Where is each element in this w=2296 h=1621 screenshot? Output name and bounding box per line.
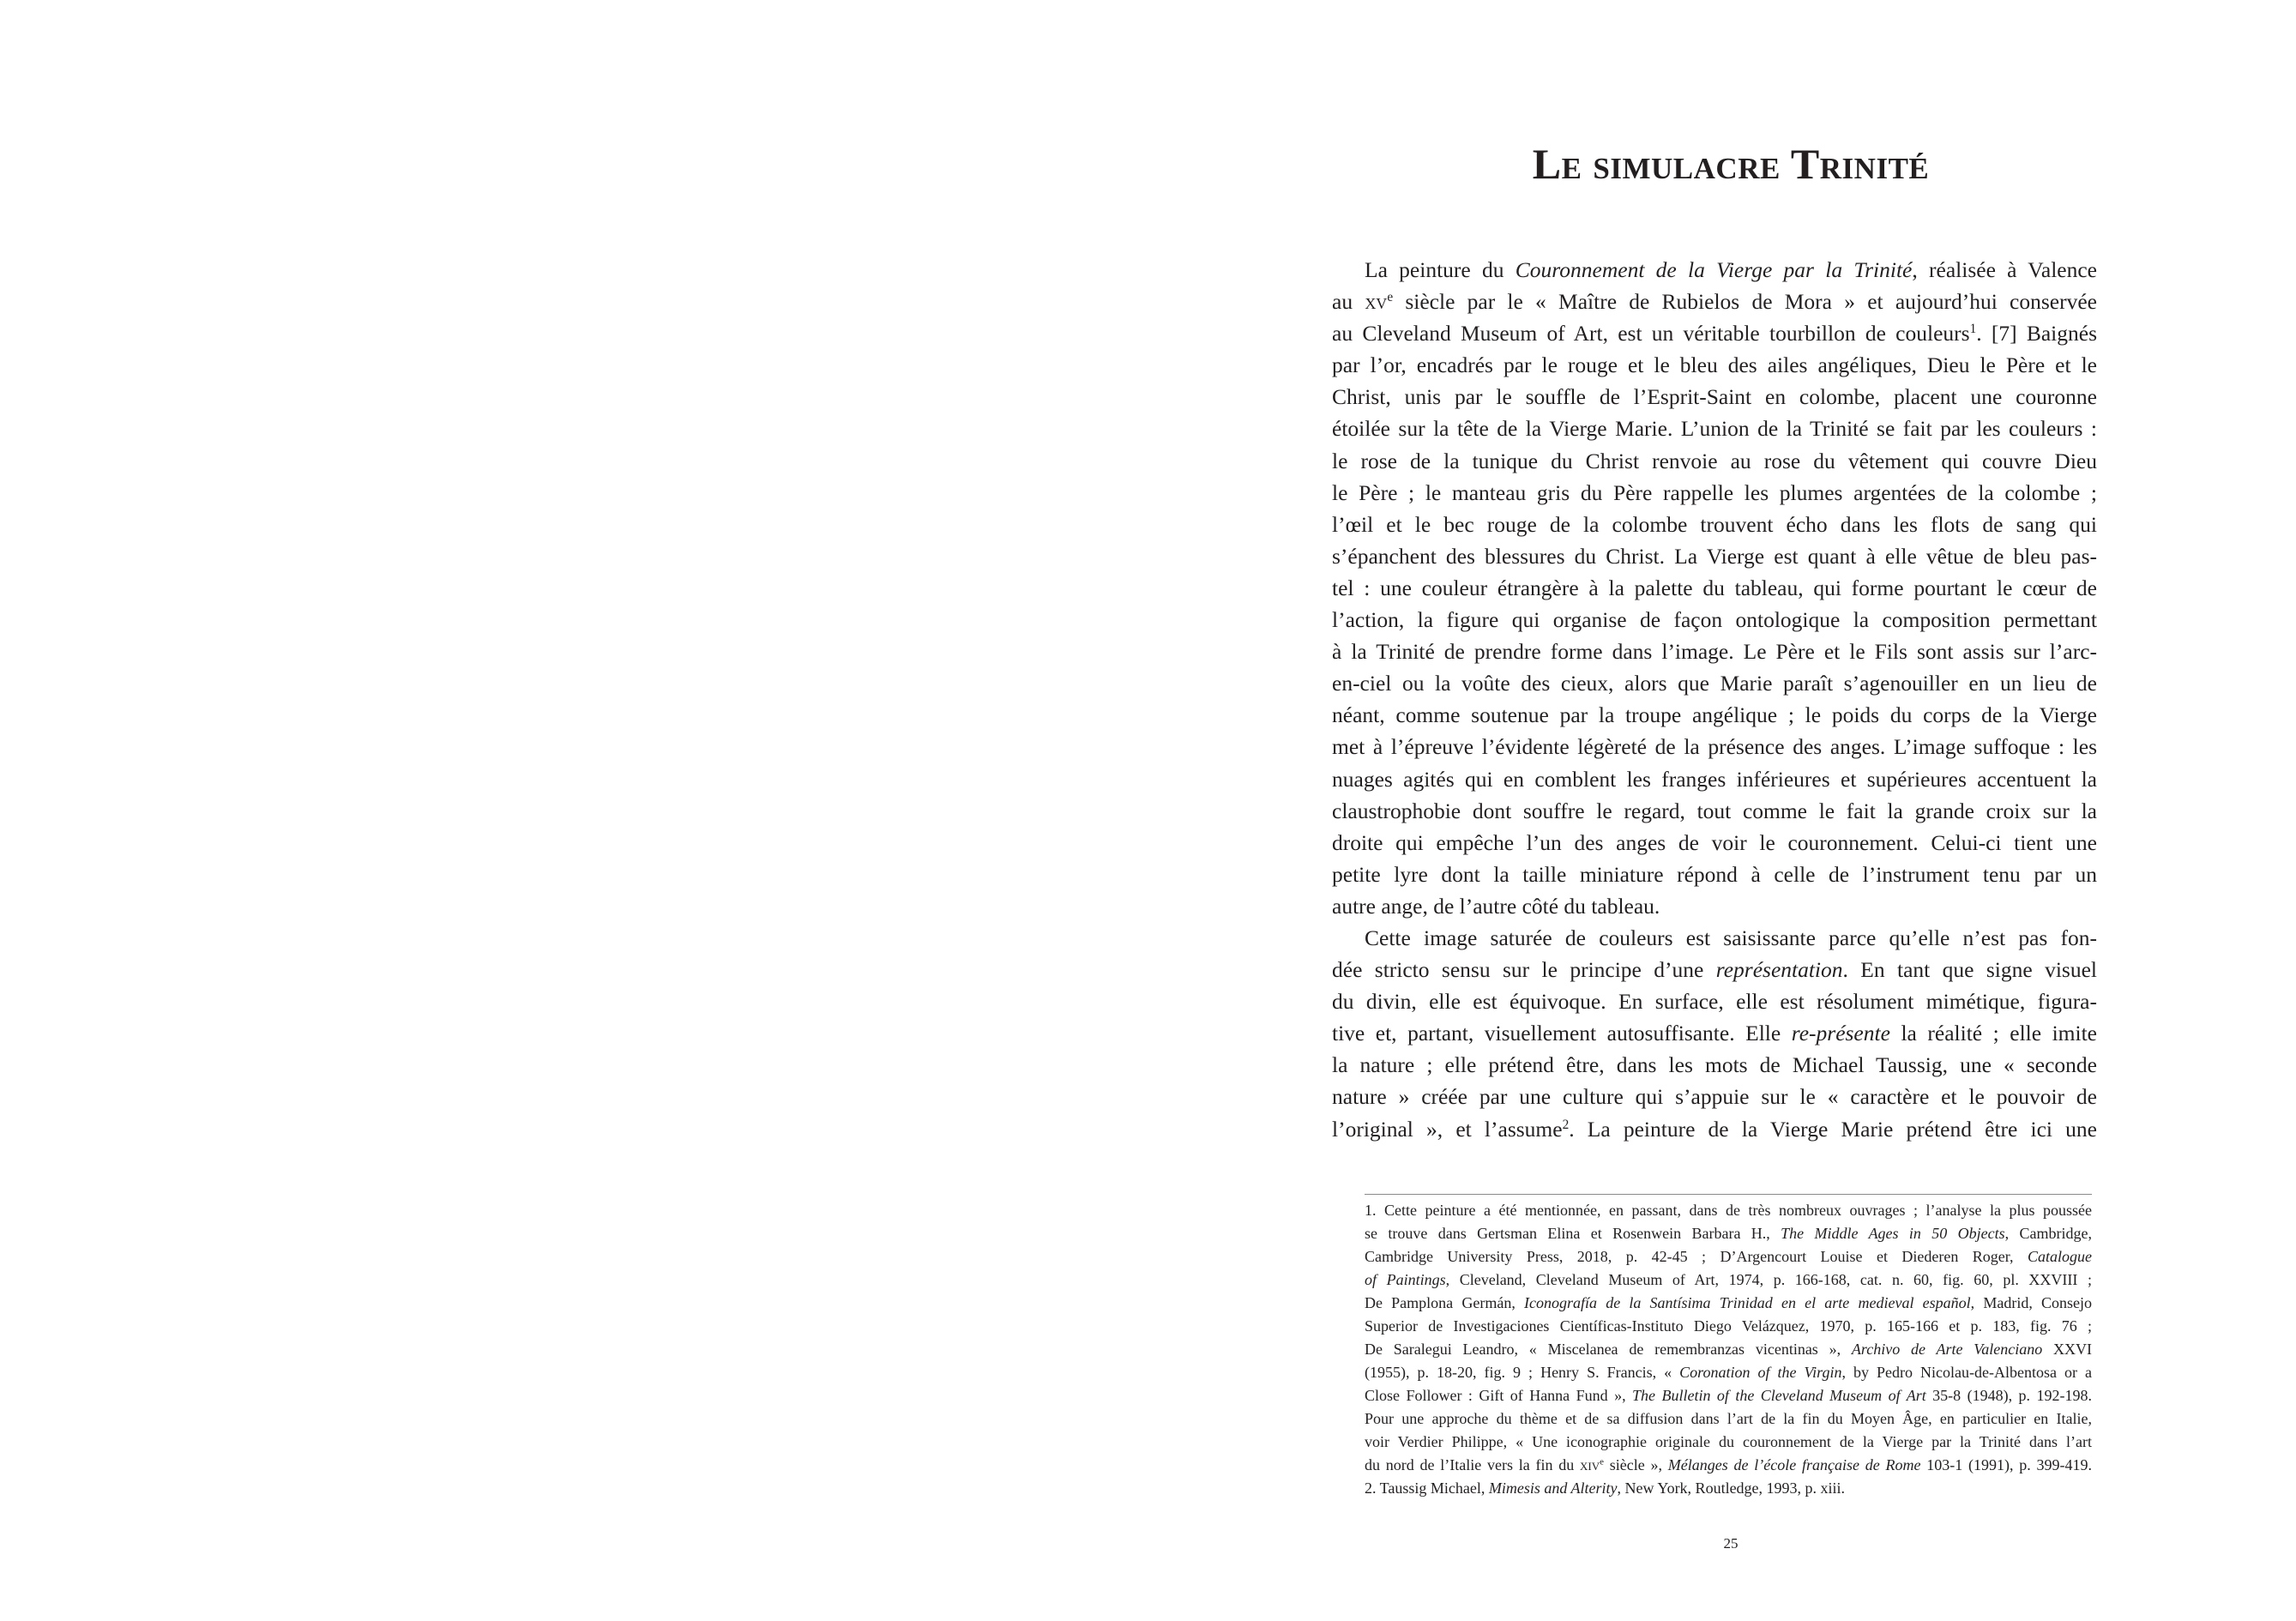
text-line xyxy=(1332,286,2097,317)
text-segment: petite lyre dont la taille miniature répond à celle de l’instrument tenu par un xyxy=(1332,861,2097,887)
text-line xyxy=(1332,540,2097,572)
text-line xyxy=(1332,636,2097,667)
text-line xyxy=(1332,667,2097,699)
text-line xyxy=(1332,509,2097,540)
text-line xyxy=(1332,859,2097,890)
text-segment: Superior de Investigaciones Científicas-Instituto Diego Velázquez, 1970, p. 165-166 et p. 183, fig. 76 ; xyxy=(1365,1317,2092,1335)
text-line xyxy=(1332,795,2097,827)
text-segment: néant, comme soutenue par la troupe angélique ; le poids du corps de la Vierge xyxy=(1332,702,2097,728)
text-segment: . La peinture de la Vierge Marie prétend être ici une xyxy=(1569,1116,2097,1142)
text-segment: tive et, partant, visuellement autosuffisante. Elle xyxy=(1332,1021,1792,1046)
text-segment: De Pamplona Germán, xyxy=(1365,1294,1525,1311)
text-segment: 2. Taussig Michael, xyxy=(1365,1479,1489,1497)
text-segment: l’œil et le bec rouge de la colombe trouvent écho dans les flots de sang qui xyxy=(1332,511,2097,537)
text-line xyxy=(1332,477,2097,509)
text-segment: tel : une couleur étrangère à la palette du tableau, qui forme pourtant le cœur de xyxy=(1332,575,2097,600)
text-segment: autre ange, de l’autre côté du tableau. xyxy=(1332,893,1660,919)
text-segment: dée stricto sensu sur le principe d’une xyxy=(1332,957,1716,983)
footnote-line xyxy=(1365,1361,2092,1384)
text-segment: voir Verdier Philippe, « Une iconographie originale du couronnement de la Vierge par la Trinité dans l’art xyxy=(1365,1433,2092,1450)
page-number: 25 xyxy=(1723,1535,1739,1552)
text-segment: Cette image saturée de couleurs est saisissante parce qu’elle n’est pas fon- xyxy=(1365,925,2097,950)
footnote-line xyxy=(1365,1292,2092,1315)
text-line xyxy=(1332,954,2097,985)
text-segment: siècle par le « Maître de Rubielos de Mora » et aujourd’hui conservée xyxy=(1393,289,2097,315)
text-segment: nuages agités qui en comblent les franges inférieures et supérieures accentuent la xyxy=(1332,766,2097,792)
text-segment: Iconografía de la Santísima Trinidad en el arte medieval español xyxy=(1524,1294,1971,1311)
footnote-line xyxy=(1365,1454,2092,1477)
text-segment: of Paintings xyxy=(1365,1271,1446,1288)
text-segment: Christ, unis par le souffle de l’Esprit-Saint en colombe, placent une couronne xyxy=(1332,384,2097,410)
text-segment: nature » créée par une culture qui s’appuie sur le « caractère et le pouvoir de xyxy=(1332,1084,2097,1110)
text-segment: 35-8 (1948), p. 192-198. xyxy=(1925,1387,2092,1404)
chapter-title: Le simulacre Trinité xyxy=(1532,139,1930,188)
text-segment: au xyxy=(1332,289,1365,315)
footnote-line xyxy=(1365,1477,2092,1500)
text-line xyxy=(1332,731,2097,762)
footnote-line xyxy=(1365,1315,2092,1338)
text-segment: The Middle Ages in 50 Objects xyxy=(1781,1225,2005,1242)
text-segment: Mimesis and Alterity xyxy=(1488,1479,1618,1497)
text-segment: le rose de la tunique du Christ renvoie au rose du vêtement qui couvre Dieu xyxy=(1332,448,2097,473)
text-line xyxy=(1332,985,2097,1017)
footnote-line xyxy=(1365,1222,2092,1245)
text-segment: Close Follower : Gift of Hanna Fund », xyxy=(1365,1387,1633,1404)
text-segment: l’original », et l’assume xyxy=(1332,1116,1563,1142)
text-segment: , réalisée à Valence xyxy=(1912,257,2097,282)
text-line xyxy=(1332,827,2097,859)
text-segment: 1. Cette peinture a été mentionnée, en passant, dans de très nombreux ouvrages ; l’analyse la plus poussée xyxy=(1365,1202,2092,1219)
text-segment: s’épanchent des blessures du Christ. La Vierge est quant à elle vêtue de bleu pas- xyxy=(1332,543,2097,569)
superscript: e xyxy=(1600,1456,1604,1467)
text-segment: 103-1 (1991), p. 399-419. xyxy=(1920,1456,2092,1473)
superscript: 1 xyxy=(1969,322,1977,337)
text-line xyxy=(1332,254,2097,286)
text-segment: Couronnement de la Vierge par la Trinité xyxy=(1515,257,1913,282)
text-segment: The Bulletin of the Cleveland Museum of Art xyxy=(1632,1387,1926,1404)
text-line xyxy=(1332,763,2097,795)
text-segment: par l’or, encadrés par le rouge et le bleu des ailes angéliques, Dieu le Père et le xyxy=(1332,353,2097,378)
text-line xyxy=(1332,349,2097,381)
text-segment: claustrophobie dont souffre le regard, tout comme le fait la grande croix sur la xyxy=(1332,798,2097,823)
text-line xyxy=(1332,922,2097,954)
text-line xyxy=(1332,1113,2097,1145)
body-text xyxy=(1332,254,2097,1145)
footnote-line xyxy=(1365,1338,2092,1361)
text-segment: au Cleveland Museum of Art, est un véritable tourbillon de couleurs xyxy=(1332,321,1970,346)
footnote-line xyxy=(1365,1268,2092,1292)
footnote-line xyxy=(1365,1407,2092,1431)
text-segment: , Cambridge, xyxy=(2004,1225,2092,1242)
text-line xyxy=(1332,1081,2097,1112)
footnote-line xyxy=(1365,1199,2092,1222)
text-segment: droite qui empêche l’un des anges de voir le couronnement. Celui-ci tient une xyxy=(1332,829,2097,855)
text-segment: du divin, elle est équivoque. En surface, elle est résolument mimétique, figura- xyxy=(1332,989,2097,1015)
superscript: 2 xyxy=(1562,1117,1570,1132)
text-segment: , Madrid, Consejo xyxy=(1970,1294,2093,1311)
text-segment: re-présente xyxy=(1791,1021,1890,1046)
text-line xyxy=(1332,699,2097,731)
text-segment: . [7] Baignés xyxy=(1976,321,2097,346)
footnote-line xyxy=(1365,1384,2092,1407)
text-line xyxy=(1332,572,2097,604)
text-segment: représentation xyxy=(1715,957,1843,983)
text-segment: Catalogue xyxy=(2028,1248,2092,1265)
text-segment: xv xyxy=(1365,289,1388,315)
text-segment: Archivo de Arte Valenciano xyxy=(1851,1341,2043,1358)
text-segment: en-ciel ou la voûte des cieux, alors que Marie paraît s’agenouiller en un lieu de xyxy=(1332,671,2097,696)
text-segment: l’action, la figure qui organise de façon ontologique la composition permettant xyxy=(1332,607,2097,633)
footnotes xyxy=(1365,1199,2092,1500)
text-line xyxy=(1332,1017,2097,1049)
text-segment: met à l’épreuve l’évidente légèreté de la présence des anges. L’image suffoque : les xyxy=(1332,734,2097,760)
text-line xyxy=(1332,413,2097,444)
text-segment: Cambridge University Press, 2018, p. 42-45 ; D’Argencourt Louise et Diederen Roger, xyxy=(1365,1248,2028,1265)
text-segment: (1955), p. 18-20, fig. 9 ; Henry S. Francis, « xyxy=(1365,1364,1680,1381)
superscript: e xyxy=(1387,289,1394,304)
text-line xyxy=(1332,1049,2097,1081)
text-segment: Pour une approche du thème et de sa diffusion dans l’art de la fin du Moyen Âge, en particulier en Italie, xyxy=(1365,1410,2092,1427)
text-segment: Mélanges de l’école française de Rome xyxy=(1667,1456,1921,1473)
text-segment: du nord de l’Italie vers la fin du xyxy=(1365,1456,1581,1473)
text-segment: XXVI xyxy=(2042,1341,2092,1358)
footnote-line xyxy=(1365,1245,2092,1268)
text-segment: siècle », xyxy=(1603,1456,1668,1473)
text-line xyxy=(1332,445,2097,477)
text-segment: xiv xyxy=(1580,1456,1600,1473)
text-segment: La peinture du xyxy=(1365,257,1516,282)
text-line xyxy=(1332,317,2097,349)
text-segment: le Père ; le manteau gris du Père rappelle les plumes argentées de la colombe ; xyxy=(1332,479,2097,505)
text-segment: . En tant que signe visuel xyxy=(1842,957,2097,983)
text-segment: , Cleveland, Cleveland Museum of Art, 1974, p. 166-168, cat. n. 60, fig. 60, pl. XXVIII ; xyxy=(1445,1271,2092,1288)
text-line xyxy=(1332,890,2097,922)
text-segment: Coronation of the Virgin xyxy=(1679,1364,1842,1381)
text-segment: , by Pedro Nicolau-de-Albentosa or a xyxy=(1841,1364,2092,1381)
footnote-line xyxy=(1365,1431,2092,1454)
text-segment: étoilée sur la tête de la Vierge Marie. L’union de la Trinité se fait par les couleurs : xyxy=(1332,416,2097,442)
text-segment: se trouve dans Gertsman Elina et Rosenwein Barbara H., xyxy=(1365,1225,1781,1242)
text-line xyxy=(1332,604,2097,636)
text-segment: la nature ; elle prétend être, dans les mots de Michael Taussig, une « seconde xyxy=(1332,1052,2097,1078)
text-segment: à la Trinité de prendre forme dans l’image. Le Père et le Fils sont assis sur l’arc- xyxy=(1332,639,2097,665)
text-line xyxy=(1332,381,2097,413)
text-segment: , New York, Routledge, 1993, p. xiii. xyxy=(1617,1479,1846,1497)
text-segment: la réalité ; elle imite xyxy=(1889,1021,2097,1046)
text-segment: De Saralegui Leandro, « Miscelanea de remembranzas vicentinas », xyxy=(1365,1341,1852,1358)
footnote-divider xyxy=(1365,1194,2092,1195)
